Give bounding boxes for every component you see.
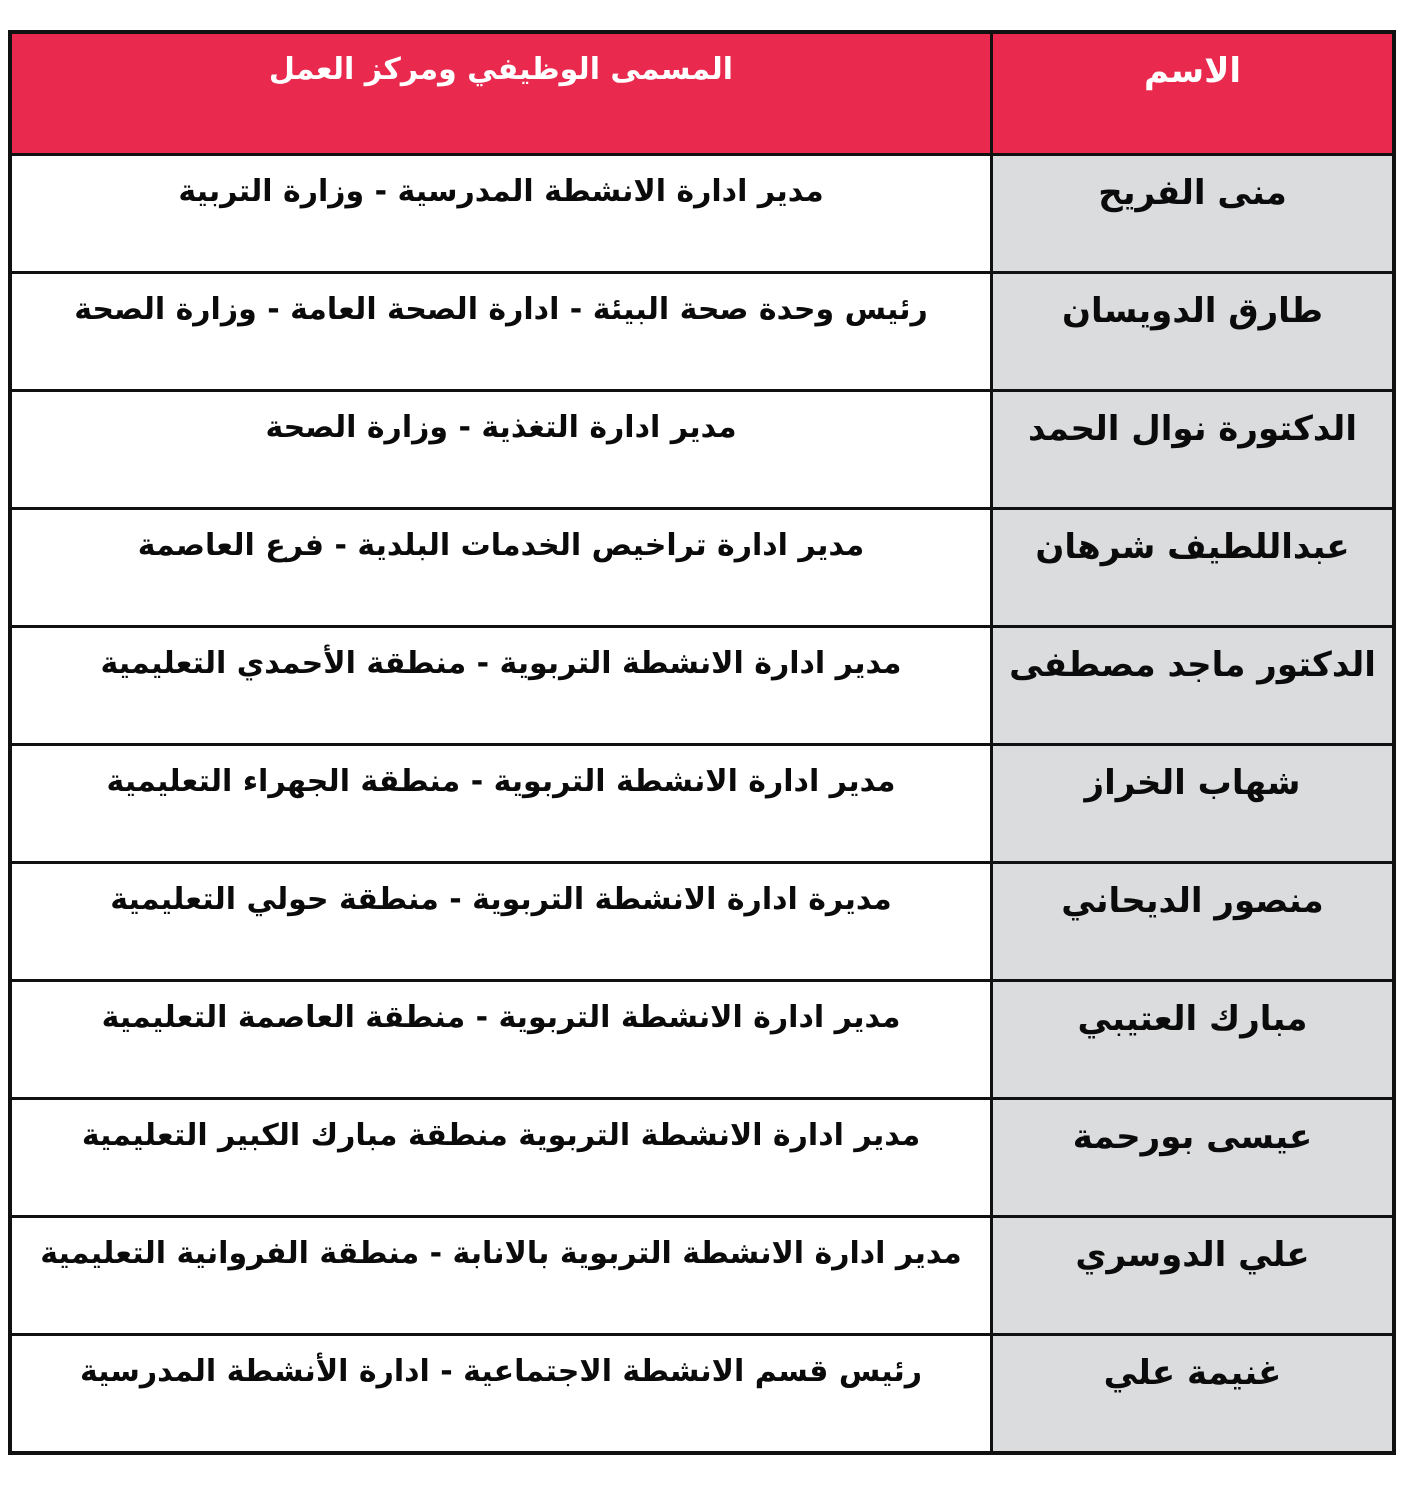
person-name: الدكتور ماجد مصطفى (1009, 645, 1376, 685)
job-title: مدير ادارة الانشطة التربوية - منطقة العاصمة التعليمية (101, 1000, 901, 1035)
name-cell (993, 510, 1392, 625)
table-row (12, 271, 1392, 389)
table-row (12, 1097, 1392, 1215)
job-title: مديرة ادارة الانشطة التربوية - منطقة حولي التعليمية (110, 882, 892, 917)
job-cell (12, 1100, 993, 1215)
name-cell (993, 1100, 1392, 1215)
job-cell (12, 156, 993, 271)
name-cell (993, 982, 1392, 1097)
table-row (12, 389, 1392, 507)
job-title: مدير ادارة الانشطة التربوية بالانابة - منطقة الفروانية التعليمية (40, 1236, 962, 1271)
person-name: غنيمة علي (1103, 1353, 1282, 1393)
job-title: مدير ادارة الانشطة التربوية - منطقة الجهراء التعليمية (106, 764, 896, 799)
job-title: رئيس قسم الانشطة الاجتماعية - ادارة الأنشطة المدرسية (79, 1354, 923, 1389)
person-name: شهاب الخراز (1084, 763, 1301, 803)
name-cell (993, 628, 1392, 743)
person-name: طارق الدويسان (1062, 291, 1323, 331)
job-title: رئيس وحدة صحة البيئة - ادارة الصحة العامة - وزارة الصحة (74, 292, 928, 327)
header-job-column (12, 34, 993, 153)
table-row (12, 1333, 1392, 1451)
table-row (12, 743, 1392, 861)
name-cell (993, 274, 1392, 389)
person-name: علي الدوسري (1075, 1235, 1310, 1275)
person-name: عيسى بورحمة (1072, 1117, 1313, 1157)
job-cell (12, 1218, 993, 1333)
job-cell (12, 982, 993, 1097)
table-row (12, 507, 1392, 625)
person-name: منصور الديحاني (1061, 881, 1324, 921)
name-cell (993, 156, 1392, 271)
job-cell (12, 746, 993, 861)
job-cell (12, 864, 993, 979)
job-title: مدير ادارة التغذية - وزارة الصحة (265, 410, 737, 445)
name-cell (993, 1336, 1392, 1451)
name-cell (993, 746, 1392, 861)
table-row (12, 979, 1392, 1097)
table-row (12, 1215, 1392, 1333)
table-row (12, 625, 1392, 743)
header-name-label: الاسم (1143, 51, 1242, 91)
name-cell (993, 1218, 1392, 1333)
table-row (12, 861, 1392, 979)
job-title: مدير ادارة الانشطة المدرسية - وزارة التربية (178, 174, 824, 209)
job-cell (12, 392, 993, 507)
officials-table (8, 30, 1396, 1455)
name-cell (993, 392, 1392, 507)
table-row (12, 153, 1392, 271)
person-name: مبارك العتيبي (1077, 999, 1308, 1039)
job-cell (12, 1336, 993, 1451)
job-title: مدير ادارة الانشطة التربوية - منطقة الأحمدي التعليمية (100, 646, 902, 681)
person-name: منى الفريح (1098, 173, 1287, 213)
job-cell (12, 274, 993, 389)
name-cell (993, 864, 1392, 979)
job-title: مدير ادارة الانشطة التربوية منطقة مبارك الكبير التعليمية (81, 1118, 921, 1153)
job-title: مدير ادارة تراخيص الخدمات البلدية - فرع العاصمة (137, 528, 865, 563)
job-cell (12, 628, 993, 743)
header-job-label: المسمى الوظيفي ومركز العمل (268, 52, 734, 87)
table-body (12, 153, 1392, 1451)
job-cell (12, 510, 993, 625)
person-name: عبداللطيف شرهان (1035, 527, 1350, 567)
header-name-column (993, 34, 1392, 153)
table-header-row (12, 34, 1392, 153)
person-name: الدكتورة نوال الحمد (1028, 409, 1357, 449)
